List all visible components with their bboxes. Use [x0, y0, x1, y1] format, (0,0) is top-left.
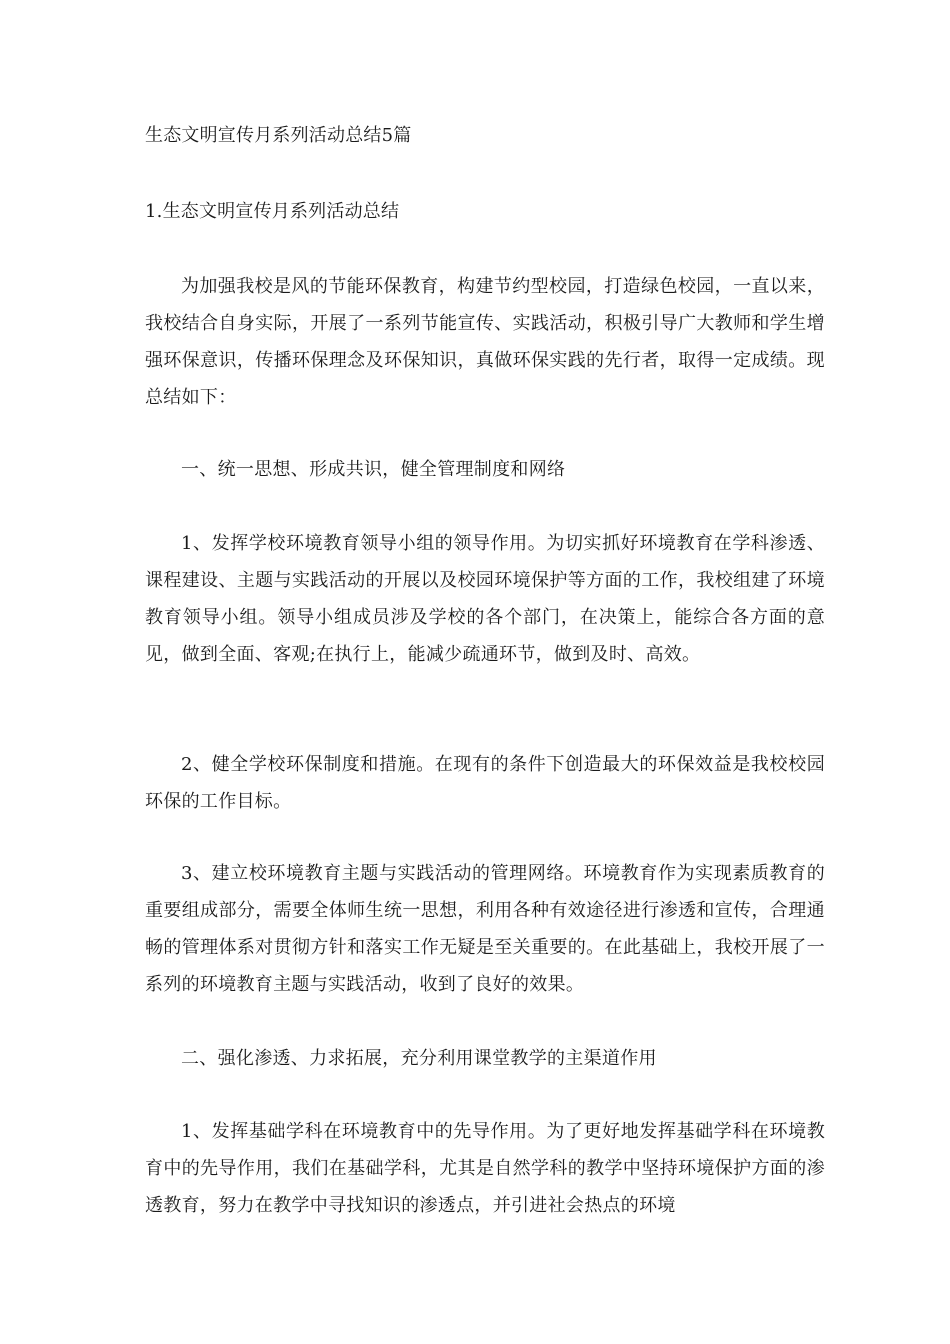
paragraph-2-1: 1、发挥基础学科在环境教育中的先导作用。为了更好地发挥基础学科在环境教育中的先导作用，我们在基础学科，尤其是自然学科的教学中坚持环境保护方面的渗透教育，努力在教学中寻找知识的渗透点，并引进社会热点的环境 — [145, 1121, 825, 1216]
heading-two: 二、强化渗透、力求拓展，充分利用课堂教学的主渠道作用 — [181, 1048, 657, 1069]
intro-paragraph: 为加强我校是风的节能环保教育，构建节约型校园，打造绿色校园，一直以来，我校结合自身实际，开展了一系列节能宣传、实践活动，积极引导广大教师和学生增强环保意识，传播环保理念及环保知识，真做环保实践的先行者，取得一定成绩。现总结如下： — [145, 276, 825, 408]
paragraph-1-3: 3、建立校环境教育主题与实践活动的管理网络。环境教育作为实现素质教育的重要组成部分，需要全体师生统一思想，利用各种有效途径进行渗透和宣传，合理通畅的管理体系对贯彻方针和落实工作无疑是至关重要的。在此基础上，我校开展了一系列的环境教育主题与实践活动，收到了良好的效果。 — [145, 863, 825, 995]
paragraph-1-1: 1、发挥学校环境教育领导小组的领导作用。为切实抓好环境教育在学科渗透、课程建设、主题与实践活动的开展以及校园环境保护等方面的工作，我校组建了环境教育领导小组。领导小组成员涉及学校的各个部门，在决策上，能综合各方面的意见，做到全面、客观;在执行上，能减少疏通环节，做到及时、高效。 — [145, 533, 825, 665]
section-title: 1.生态文明宣传月系列活动总结 — [145, 201, 400, 222]
document-title: 生态文明宣传月系列活动总结5篇 — [145, 125, 412, 146]
heading-one: 一、统一思想、形成共识，健全管理制度和网络 — [181, 459, 566, 480]
paragraph-1-2: 2、健全学校环保制度和措施。在现有的条件下创造最大的环保效益是我校校园环保的工作目标。 — [145, 754, 825, 812]
